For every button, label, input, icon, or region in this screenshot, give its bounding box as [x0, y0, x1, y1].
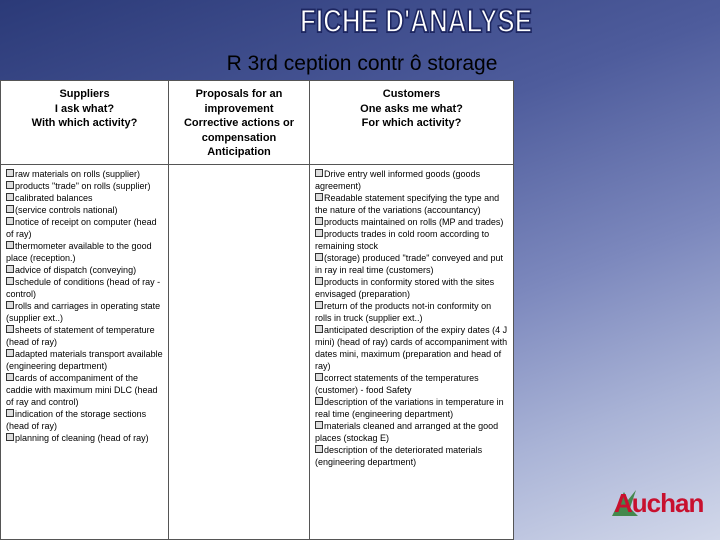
- proposals-heading-line: compensation: [201, 131, 277, 144]
- checkbox-bullet-icon: [6, 241, 14, 249]
- list-item: [315, 192, 509, 216]
- suppliers-heading-line: Suppliers: [59, 88, 110, 100]
- list-item: [315, 276, 509, 300]
- checkbox-bullet-icon: [6, 265, 14, 273]
- list-item: [315, 444, 509, 468]
- list-item-text: planning of cleaning (head of ray): [15, 433, 149, 443]
- checkbox-bullet-icon: [315, 193, 323, 201]
- list-item-text: adapted materials transport available (engineering department): [6, 349, 163, 371]
- checkbox-bullet-icon: [6, 181, 14, 189]
- header-cell-proposals: [169, 81, 310, 165]
- list-item-text: raw materials on rolls (supplier): [15, 169, 141, 179]
- checkbox-bullet-icon: [6, 373, 14, 381]
- list-item: [6, 192, 164, 204]
- list-item-text: correct statements of the temperatures (customer) - food Safety: [315, 373, 479, 395]
- list-item-text: description of the deteriorated materials (engineering department): [315, 445, 483, 467]
- checkbox-bullet-icon: [6, 277, 14, 285]
- customers-heading-line: For which activity?: [361, 117, 462, 129]
- list-item-text: advice of dispatch (conveying): [15, 265, 137, 275]
- list-item: [315, 396, 509, 420]
- proposals-heading-line: Corrective actions or: [183, 117, 295, 129]
- checkbox-bullet-icon: [6, 217, 14, 225]
- suppliers-list: [1, 165, 168, 444]
- checkbox-bullet-icon: [315, 253, 323, 261]
- list-item-text: products trades in cold room according to remaining stock: [315, 229, 490, 251]
- list-item: [6, 264, 164, 276]
- list-item: [6, 300, 164, 324]
- suppliers-heading-line: I ask what?: [54, 102, 115, 115]
- proposals-heading-line: Anticipation: [207, 146, 271, 158]
- checkbox-bullet-icon: [6, 205, 14, 213]
- checkbox-bullet-icon: [6, 193, 14, 201]
- checkbox-bullet-icon: [315, 325, 323, 333]
- list-item-text: products in conformity stored with the sites envisaged (preparation): [315, 277, 495, 299]
- list-item: [6, 408, 164, 432]
- proposals-cell: [169, 165, 310, 540]
- list-item-text: (service controls national): [15, 205, 118, 215]
- customers-heading-line: One asks me what?: [360, 102, 463, 115]
- list-item-text: Readable statement specifying the type and the nature of the variations (accountancy): [315, 193, 500, 215]
- header-cell-suppliers: [1, 81, 169, 165]
- page-title: FICHE D'ANALYSE: [300, 2, 533, 40]
- list-item: [6, 372, 164, 408]
- suppliers-heading-line: With which activity?: [31, 117, 138, 129]
- proposals-list: [169, 165, 309, 168]
- checkbox-bullet-icon: [6, 349, 14, 357]
- checkbox-bullet-icon: [315, 397, 323, 405]
- list-item: [6, 348, 164, 372]
- checkbox-bullet-icon: [6, 169, 14, 177]
- checkbox-bullet-icon: [6, 433, 14, 441]
- list-item-text: return of the products not-in conformity on rolls in truck (supplier ext..): [315, 301, 492, 323]
- list-item: [315, 324, 509, 372]
- checkbox-bullet-icon: [315, 445, 323, 453]
- auchan-logo: [610, 486, 720, 520]
- analysis-table: [0, 80, 514, 540]
- list-item-text: calibrated balances: [15, 193, 93, 203]
- customers-list: [310, 165, 513, 468]
- list-item-text: rolls and carriages in operating state (supplier ext..): [6, 301, 161, 323]
- checkbox-bullet-icon: [6, 301, 14, 309]
- proposals-heading-line: Proposals for an: [195, 88, 283, 100]
- checkbox-bullet-icon: [315, 169, 323, 177]
- checkbox-bullet-icon: [315, 373, 323, 381]
- list-item: [6, 168, 164, 180]
- checkbox-bullet-icon: [6, 409, 14, 417]
- list-item-text: indication of the storage sections (head of ray): [6, 409, 147, 431]
- checkbox-bullet-icon: [6, 325, 14, 333]
- list-item-text: cards of accompaniment of the caddie with maximum mini DLC (head of ray and control): [6, 373, 158, 407]
- list-item: [315, 252, 509, 276]
- checkbox-bullet-icon: [315, 421, 323, 429]
- checkbox-bullet-icon: [315, 277, 323, 285]
- list-item-text: thermometer available to the good place (reception.): [6, 241, 152, 263]
- list-item-text: anticipated description of the expiry dates (4 J mini) (head of ray) cards of accompaniment with dates mini, maximum (preparation and head of ray): [315, 325, 508, 371]
- page-subtitle: R 3rd ception contr ô storage: [226, 52, 498, 75]
- list-item: [315, 420, 509, 444]
- logo-text: Auchan: [614, 488, 704, 518]
- list-item-text: materials cleaned and arranged at the good places (stockag E): [315, 421, 499, 443]
- proposals-heading-line: improvement: [204, 102, 274, 115]
- list-item-text: products maintained on rolls (MP and trades): [324, 217, 504, 227]
- list-item-text: schedule of conditions (head of ray - control): [6, 277, 161, 299]
- list-item: [315, 168, 509, 192]
- list-item: [6, 324, 164, 348]
- list-item-text: sheets of statement of temperature (head of ray): [6, 325, 155, 347]
- list-item: [6, 180, 164, 192]
- checkbox-bullet-icon: [315, 217, 323, 225]
- list-item-text: notice of receipt on computer (head of ray): [6, 217, 157, 239]
- list-item: [315, 216, 509, 228]
- list-item: [6, 216, 164, 240]
- checkbox-bullet-icon: [315, 301, 323, 309]
- customers-heading-line: Customers: [382, 88, 441, 100]
- checkbox-bullet-icon: [315, 229, 323, 237]
- list-item-text: description of the variations in temperature in real time (engineering department): [315, 397, 504, 419]
- list-item: [6, 240, 164, 264]
- header-cell-customers: [310, 81, 514, 165]
- list-item: [315, 372, 509, 396]
- list-item: [315, 300, 509, 324]
- list-item-text: products "trade" on rolls (supplier): [15, 181, 151, 191]
- list-item: [6, 204, 164, 216]
- list-item-text: (storage) produced "trade" conveyed and put in ray in real time (customers): [315, 253, 504, 275]
- list-item: [6, 432, 164, 444]
- suppliers-cell: [1, 165, 169, 540]
- list-item: [315, 228, 509, 252]
- list-item-text: Drive entry well informed goods (goods agreement): [315, 169, 481, 191]
- customers-cell: [310, 165, 514, 540]
- list-item: [6, 276, 164, 300]
